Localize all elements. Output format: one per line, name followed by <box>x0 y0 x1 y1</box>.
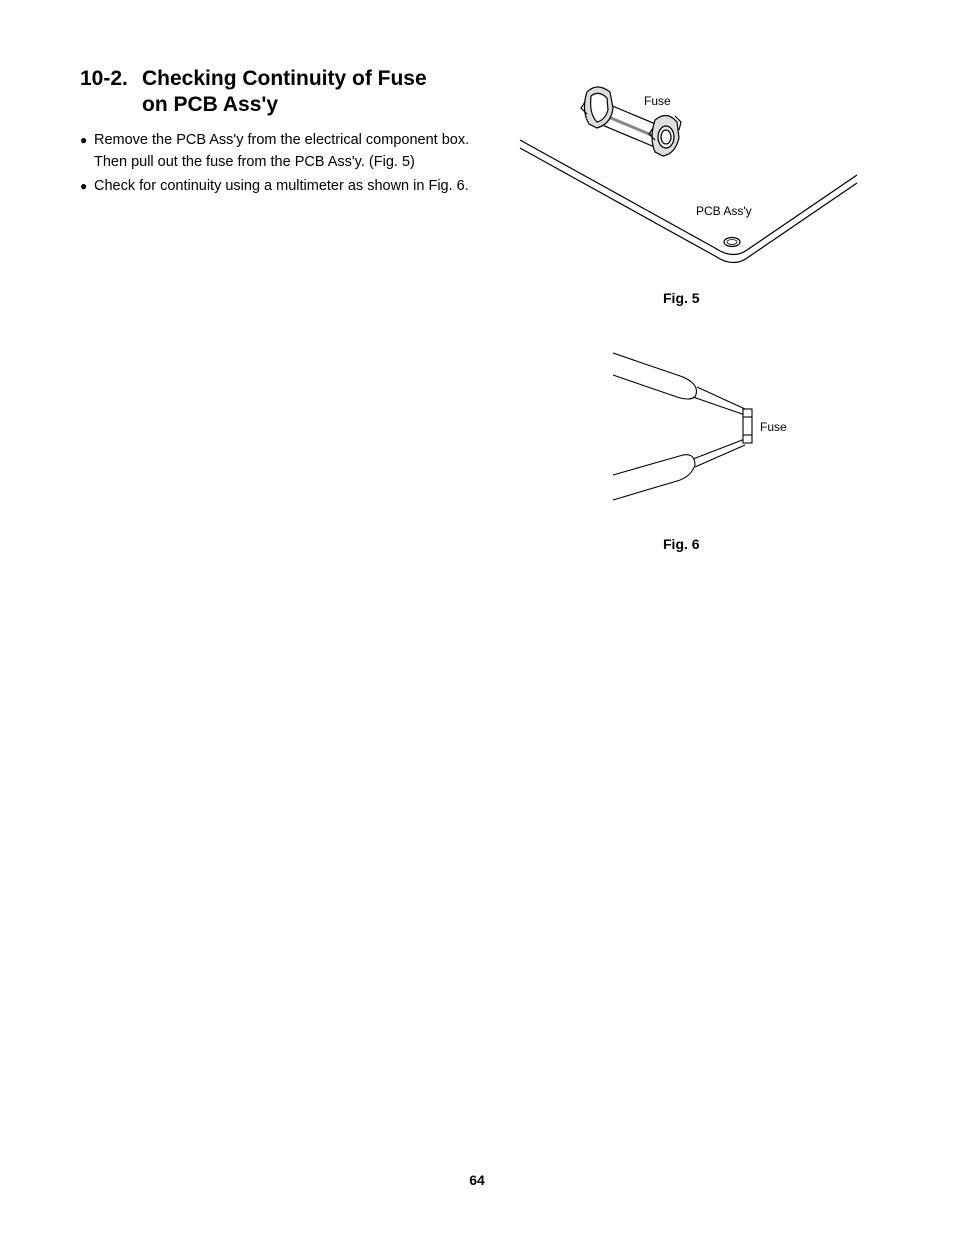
section-number: 10-2. <box>80 67 128 90</box>
instruction-text: Check for continuity using a multimeter as shown in Fig. 6. <box>94 178 469 194</box>
page-number: 64 <box>469 1172 485 1188</box>
figure-6-caption: Fig. 6 <box>663 536 700 552</box>
bullet-icon: ● <box>80 179 88 193</box>
pcb-board-outline <box>520 140 857 263</box>
instruction-item <box>80 175 470 197</box>
upper-probe-icon <box>613 353 697 399</box>
figure-6 <box>605 345 787 510</box>
figure-5-caption: Fig. 5 <box>663 290 700 306</box>
section-title-line2: on PCB Ass'y <box>142 93 279 116</box>
section-title-line1: Checking Continuity of Fuse <box>142 67 427 90</box>
pcb-fuse-drawing <box>515 80 865 275</box>
section-heading <box>80 66 500 118</box>
mounting-hole-icon <box>724 238 740 247</box>
multimeter-probes-drawing <box>605 345 755 510</box>
figure-5 <box>515 80 865 275</box>
fuse-label: Fuse <box>760 420 787 434</box>
bullet-icon: ● <box>80 133 88 147</box>
lower-probe-icon <box>613 455 695 500</box>
instruction-text: Remove the PCB Ass'y from the electrical component box. Then pull out the fuse from the PCB Ass'y. (Fig. 5) <box>94 132 470 170</box>
instruction-item <box>80 129 470 173</box>
fuse-label: Fuse <box>644 94 671 108</box>
pcb-label: PCB Ass'y <box>696 204 752 218</box>
fuse-icon <box>743 409 752 443</box>
instruction-list <box>80 129 470 199</box>
